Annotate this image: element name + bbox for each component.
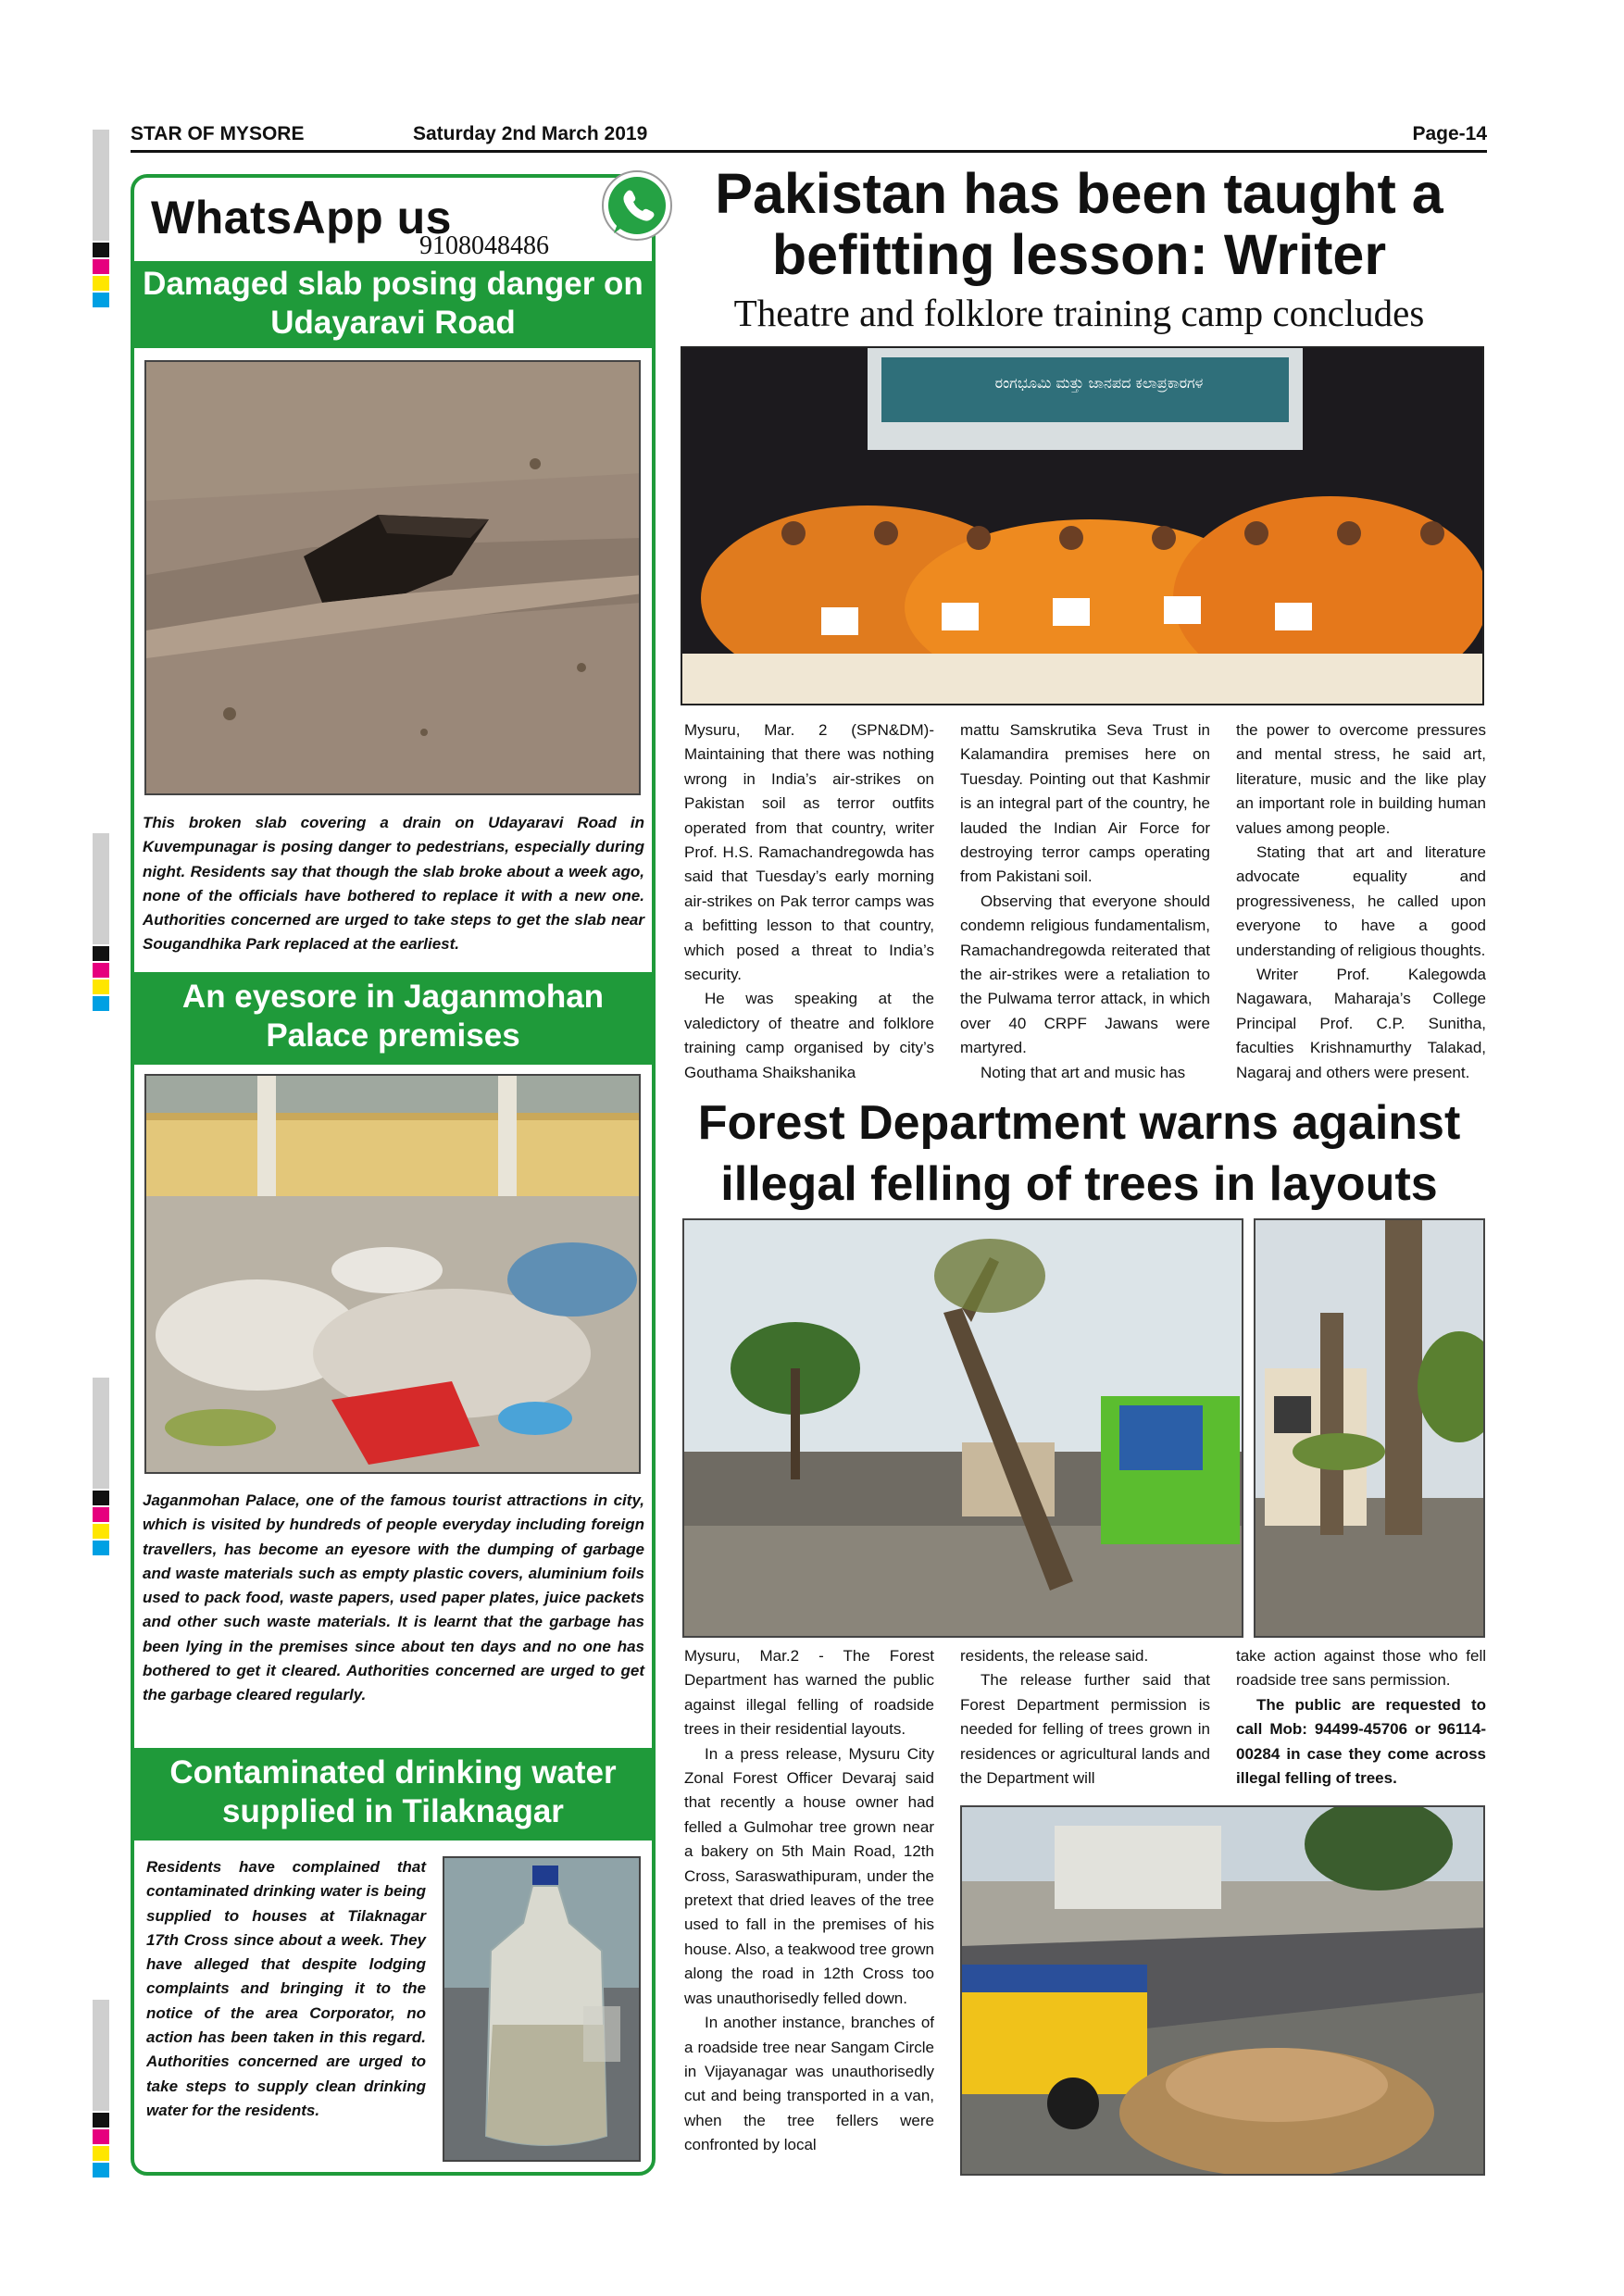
registration-mark-black xyxy=(93,1491,109,1505)
paragraph: Mysuru, Mar. 2 (SPN&DM)- Maintaining that there was nothing wrong in India’s air-strikes on Pakistan soil as terror outfits operated from that country, writer Prof. H.S. Ramachandregowda has said that Tuesday’s early morning air-strikes on Pak terror camps was a befitting lesson to that country, which posed a threat to India’s security. xyxy=(684,721,934,984)
tree-stump-photo xyxy=(960,1805,1485,2176)
whatsapp-phone: 9108048486 xyxy=(419,231,549,260)
item-1-headline: Damaged slab posing danger on Udayaravi Road xyxy=(134,261,652,348)
story-1-column-2 xyxy=(960,718,1210,1085)
felled-trunks-photo xyxy=(1254,1218,1485,1638)
registration-mark-magenta xyxy=(93,2129,109,2144)
registration-mark-yellow xyxy=(93,1524,109,1539)
fallen-tree-photo xyxy=(682,1218,1243,1638)
story-1-headline: Pakistan has been taught a befitting lesson: Writer xyxy=(715,162,1443,286)
item-3-headline: Contaminated drinking water supplied in Tilaknagar xyxy=(134,1748,652,1841)
paragraph: Mysuru, Mar.2 - The Forest Department has warned the public against illegal felling of roadside trees in their residential layouts. xyxy=(684,1647,934,1739)
masthead xyxy=(131,123,1487,151)
registration-mark-cyan xyxy=(93,293,109,307)
registration-mark-gray xyxy=(93,1378,109,1489)
story-2-column-2 xyxy=(960,1644,1210,1791)
registration-mark-yellow xyxy=(93,2146,109,2161)
item-3-caption: Residents have complained that contaminated drinking water is being supplied to houses at Tilaknagar 17th Cross since about a week. They have alleged that despite lodging complaints and bringing it to the notice of the area Corporator, no action has been taken in this regard. Authorities concerned are urged to take steps to supply clean drinking water for the residents. xyxy=(146,1858,426,2119)
registration-mark-magenta xyxy=(93,1507,109,1522)
paragraph: take action against those who fell roadside tree sans permission. xyxy=(1236,1647,1486,1690)
contact-notice-text: The public are requested to call Mob: 94499-45706 or 96114-00284 in case they come across illegal felling of trees. xyxy=(1236,1695,1486,1788)
banner-text: ರಂಗಭೂಮಿ ಮತ್ತು ಜಾನಪದ ಕಲಾಪ್ರಕಾರಗಳ xyxy=(994,374,1204,392)
paragraph: Observing that everyone should condemn religious fundamentalism, Ramachandregowda reiterated that the air-strikes were a retaliation to the Pulwama terror attack, in which over 40 CRPF Jawans were martyred. xyxy=(960,892,1210,1057)
whatsapp-title: WhatsApp us xyxy=(151,192,452,243)
registration-mark-black xyxy=(93,243,109,257)
registration-mark-magenta xyxy=(93,259,109,274)
story-2-column-1 xyxy=(684,1644,934,2158)
contact-notice xyxy=(1236,1693,1486,1791)
registration-mark-gray xyxy=(93,2000,109,2111)
story-2-column-3 xyxy=(1236,1644,1486,1791)
training-camp-photo xyxy=(681,346,1484,705)
story-1-column-3 xyxy=(1236,718,1486,1085)
paragraph: residents, the release said. xyxy=(960,1647,1149,1665)
broken-slab-photo xyxy=(144,360,641,795)
publication-name: STAR OF MYSORE xyxy=(131,123,305,144)
story-2-headline: Forest Department warns against illegal felling of trees in layouts xyxy=(697,1096,1461,1211)
paragraph: He was speaking at the valedictory of theatre and folklore training camp organised by city’s Gouthama Shaikshanika xyxy=(684,990,934,1081)
item-2-headline: An eyesore in Jaganmohan Palace premises xyxy=(134,972,652,1065)
registration-mark-cyan xyxy=(93,2163,109,2177)
paragraph: In another instance, branches of a roadside tree near Sangam Circle in Vijayanagar was unauthorisedly cut and being transported in a van, when the tree fellers were confronted by local xyxy=(684,2014,934,2154)
registration-mark-yellow xyxy=(93,980,109,994)
paragraph: Stating that art and literature advocate equality and progressiveness, he called upon everyone to have a good understanding of religious thoughts. xyxy=(1236,843,1486,959)
paragraph: In a press release, Mysuru City Zonal Forest Officer Devaraj said that recently a house owner had felled a Gulmohar tree grown near a bakery on 5th Main Road, 12th Cross, Saraswathipuram, under the pretext that dried leaves of the tree used to fall in the premises of his house. Also, a teakwood tree grown along the road in 12th Cross too was unauthorisedly felled down. xyxy=(684,1744,934,2007)
registration-mark-black xyxy=(93,2113,109,2128)
paragraph: the power to overcome pressures and mental stress, he said art, literature, music and the like play an important role in building human values among people. xyxy=(1236,721,1486,837)
header-rule xyxy=(131,150,1487,153)
paragraph: mattu Samskrutika Seva Trust in Kalamandira premises here on Tuesday. Pointing out that Kashmir is an integral part of the country, he lauded the Indian Air Force for destroying terror camps operating from Pakistani soil. xyxy=(960,721,1210,886)
registration-mark-yellow xyxy=(93,276,109,291)
registration-mark-gray xyxy=(93,833,109,944)
registration-mark-cyan xyxy=(93,996,109,1011)
water-bottle-photo xyxy=(443,1856,641,2162)
registration-mark-cyan xyxy=(93,1541,109,1555)
registration-mark-black xyxy=(93,946,109,961)
registration-mark-magenta xyxy=(93,963,109,978)
story-1-subhead: Theatre and folklore training camp concludes xyxy=(733,292,1425,334)
page-number: Page-14 xyxy=(1412,123,1487,144)
whatsapp-phone-icon xyxy=(600,168,674,243)
registration-mark-gray xyxy=(93,130,109,241)
story-1-column-1 xyxy=(684,718,934,1085)
paragraph: Writer Prof. Kalegowda Nagawara, Maharaja’s College Principal Prof. C.P. Sunitha, faculties Krishnamurthy Talakad, Nagaraj and others were present. xyxy=(1236,966,1486,1081)
paragraph: Noting that art and music has xyxy=(981,1063,1186,1081)
issue-date: Saturday 2nd March 2019 xyxy=(413,123,648,144)
garbage-photo xyxy=(144,1074,641,1474)
item-1-caption: This broken slab covering a drain on Udayaravi Road in Kuvempunagar is posing danger to pedestrians, especially during night. Residents say that though the slab broke about a week ago, none of the officials have bothered to replace it with a new one. Authorities concerned are urged to take steps to get the slab near Sougandhika Park replaced at the earliest. xyxy=(143,814,644,954)
item-2-caption: Jaganmohan Palace, one of the famous tourist attractions in city, which is visited by hundreds of people everyday including foreign travellers, has become an eyesore with the dumping of garbage and waste materials such as empty plastic covers, aluminium foils used to pack food, waste papers, used paper plates, juice packets and other such waste materials. It is learnt that the garbage has been lying in the premises since about ten days and no one has bothered to get it cleared. Authorities concerned are urged to get the garbage cleared regularly. xyxy=(143,1491,644,1704)
paragraph: The release further said that Forest Department permission is needed for felling of trees grown in residences or agricultural lands and the Department will xyxy=(960,1671,1210,1788)
